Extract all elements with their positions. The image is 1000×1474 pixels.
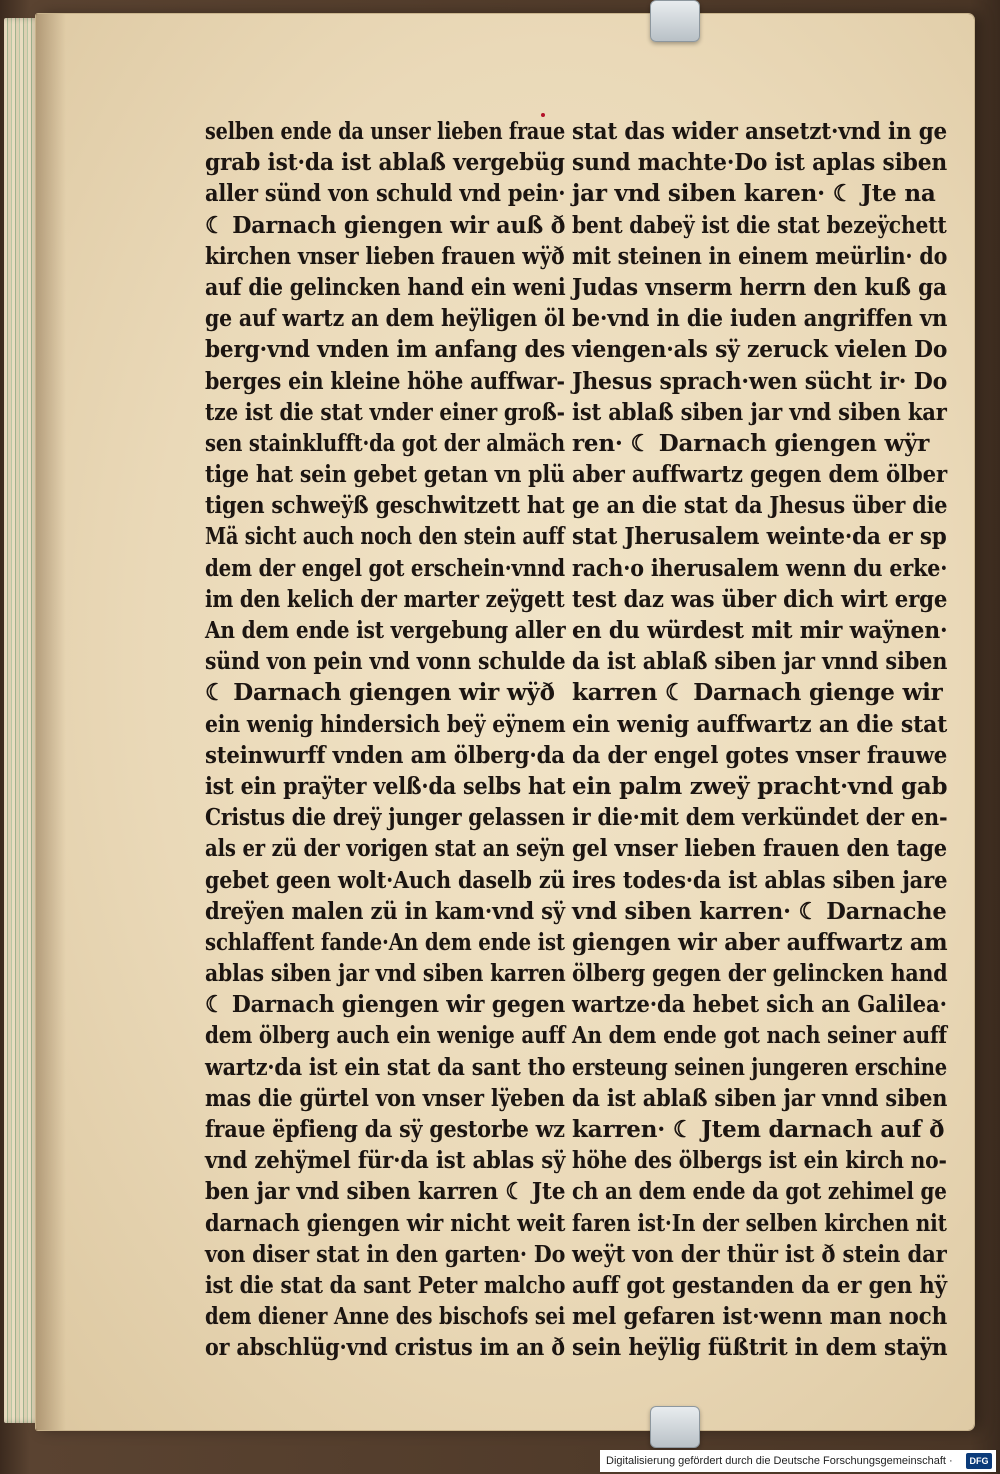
text-line: im den kelich der marter zeÿgett — [205, 585, 565, 613]
text-line: ablas siben jar vnd siben karren — [205, 960, 566, 988]
text-line: von diser stat in den garten· Do — [205, 1240, 566, 1268]
text-line: Jhesus sprach·wen sücht ir· Do — [572, 367, 948, 395]
text-column-right — [572, 116, 947, 1364]
text-line: selben ende da unser lieben fraue — [205, 118, 566, 145]
text-line: ☾ Darnach giengen wir auß ð — [205, 211, 566, 239]
text-line: karren· ☾ Jtem darnach auf ð — [572, 1116, 945, 1143]
text-line: sen stainklufft·da got der almäch — [205, 429, 565, 457]
gutter-shadow — [36, 14, 66, 1430]
text-line: dem diener Anne des bischofs sei — [205, 1303, 566, 1331]
text-line: jar vnd siben karen· ☾ Jte na — [572, 180, 936, 208]
text-line: An dem ende ist vergebung aller — [205, 617, 566, 644]
text-line: giengen wir aber auffwartz am — [572, 928, 948, 956]
text-line: dem der engel got erschein·vnnd — [205, 554, 565, 582]
text-line: höhe des ölbergs ist ein kirch no- — [572, 1147, 947, 1175]
text-line: bent dabeÿ ist die stat bezeÿchett — [572, 211, 947, 239]
text-line: fraue ëpfieng da sÿ gestorbe wz — [205, 1116, 565, 1143]
text-column-left — [205, 116, 565, 1364]
text-line: mit steinen in einem meürlin· do — [572, 242, 948, 270]
text-line: mas die gürtel von vnser lÿeben — [205, 1084, 565, 1112]
funding-note: Digitalisierung gefördert durch die Deutsche Forschungsgemeinschaft · — [606, 1455, 953, 1467]
text-line: faren ist·In der selben kirchen nit — [572, 1209, 947, 1237]
text-line: darnach giengen wir nicht weit — [205, 1209, 566, 1237]
text-line: An dem ende got nach seiner auff — [572, 1022, 947, 1050]
text-line: vnd siben karren· ☾ Darnache — [572, 897, 947, 925]
text-line: mel gefaren ist·wenn man noch — [572, 1303, 948, 1331]
text-line: test daz was über dich wirt erge — [572, 585, 948, 613]
text-line: ires todes·da ist ablas siben jare — [572, 866, 948, 894]
digitization-footer — [600, 1450, 996, 1472]
text-line: ge an die stat da Jhesus über die — [572, 492, 948, 520]
text-line: aber auffwartz gegen dem ölber — [572, 461, 947, 489]
text-line: ist die stat da sant Peter malcho — [205, 1271, 566, 1299]
text-line: ren· ☾ Darnach giengen wÿr — [572, 429, 930, 457]
text-line: ☾ Darnach giengen wir wÿð — [205, 679, 555, 707]
text-line: sein heÿlig füßtrit in dem staÿn — [572, 1334, 948, 1362]
text-line: tigen schweÿß geschwitzett hat — [205, 492, 565, 520]
text-line: ben jar vnd siben karren ☾ Jte — [205, 1178, 566, 1206]
text-line: sund machte·Do ist aplas siben — [572, 149, 948, 177]
page-clip-bottom — [650, 1406, 700, 1448]
text-line: Judas vnserm herrn den kuß ga — [572, 273, 947, 301]
text-line: steinwurff vnden am ölberg·da — [205, 741, 565, 769]
dfg-logo: DFG — [966, 1453, 992, 1469]
text-line: Cristus die dreÿ junger gelassen — [205, 804, 565, 832]
text-line: ge auf wartz an dem heÿligen öl — [205, 305, 566, 333]
text-line: wartze·da hebet sich an Galilea· — [572, 991, 947, 1019]
text-line: aller sünd von schuld vnd pein· — [205, 180, 566, 208]
text-line: dem ölberg auch ein wenige auff — [205, 1022, 566, 1050]
text-line: weÿt von der thür ist ð stein dar — [572, 1240, 947, 1268]
text-line: als er zü der vorigen stat an seÿn — [205, 835, 565, 863]
text-line: be·vnd in die iuden angriffen vn — [572, 305, 948, 333]
text-line: sünd von pein vnd vonn schulde — [205, 648, 566, 676]
text-line: da der engel gotes vnser frauwe — [572, 741, 948, 769]
text-line: ein palm zweÿ pracht·vnd gab — [572, 772, 948, 800]
text-line: karren ☾ Darnach gienge wir — [572, 679, 943, 707]
text-line: stat Jherusalem weinte·da er sp — [572, 523, 947, 551]
text-line: ist ablaß siben jar vnd siben kar — [572, 398, 947, 426]
text-line: berges ein kleine höhe auffwar- — [205, 367, 565, 395]
text-line: gel vnser lieben frauen den tage — [572, 835, 947, 863]
text-line: Mä sicht auch noch den stein auff — [205, 523, 565, 551]
text-line: rach·o iherusalem wenn du erke· — [572, 554, 948, 582]
text-line: tze ist die stat vnder einer groß- — [205, 398, 565, 426]
text-line: berg·vnd vnden im anfang des — [205, 336, 566, 364]
text-line: da ist ablaß siben jar vnnd siben — [572, 648, 948, 676]
text-line: ch an dem ende da got zehimel ge — [572, 1178, 947, 1206]
text-line: gebet geen wolt·Auch daselb zü — [205, 866, 566, 894]
text-line: stat das wider ansetzt·vnd in ge — [572, 118, 947, 145]
text-line: ersteung seinen jungeren erschine — [572, 1053, 948, 1081]
text-line: wartz·da ist ein stat da sant tho — [205, 1053, 566, 1081]
text-line: ein wenig auffwartz an die stat — [572, 710, 948, 738]
text-line: or abschlüg·vnd cristus im an ð — [205, 1334, 565, 1362]
text-line: auf die gelincken hand ein weni — [205, 273, 566, 301]
text-line: ist ein praÿter velß·da selbs hat — [205, 772, 566, 800]
text-line: vnd zehÿmel für·da ist ablas sÿ — [205, 1147, 566, 1175]
text-line: viengen·als sÿ zeruck vielen Do — [572, 336, 948, 364]
text-line: kirchen vnser lieben frauen wÿð — [205, 242, 565, 270]
text-line: en du würdest mit mir waÿnen· — [572, 617, 948, 644]
text-line: ölberg gegen der gelincken hand — [572, 960, 948, 988]
text-line: ein wenig hindersich beÿ eÿnem — [205, 710, 566, 738]
text-line: schlaffent fande·An dem ende ist — [205, 928, 565, 956]
text-line: da ist ablaß siben jar vnnd siben — [572, 1084, 948, 1112]
text-line: auff got gestanden da er gen hÿ — [572, 1271, 947, 1299]
text-line: tige hat sein gebet getan vn plü — [205, 461, 565, 489]
text-line: ir die·mit dem verkündet der en- — [572, 804, 948, 832]
text-line: dreÿen malen zü in kam·vnd sÿ — [205, 897, 565, 925]
text-line: ☾ Darnach giengen wir gegen — [205, 991, 566, 1019]
page-clip-top — [650, 0, 700, 42]
text-line: grab ist·da ist ablaß vergebüg — [205, 149, 565, 177]
